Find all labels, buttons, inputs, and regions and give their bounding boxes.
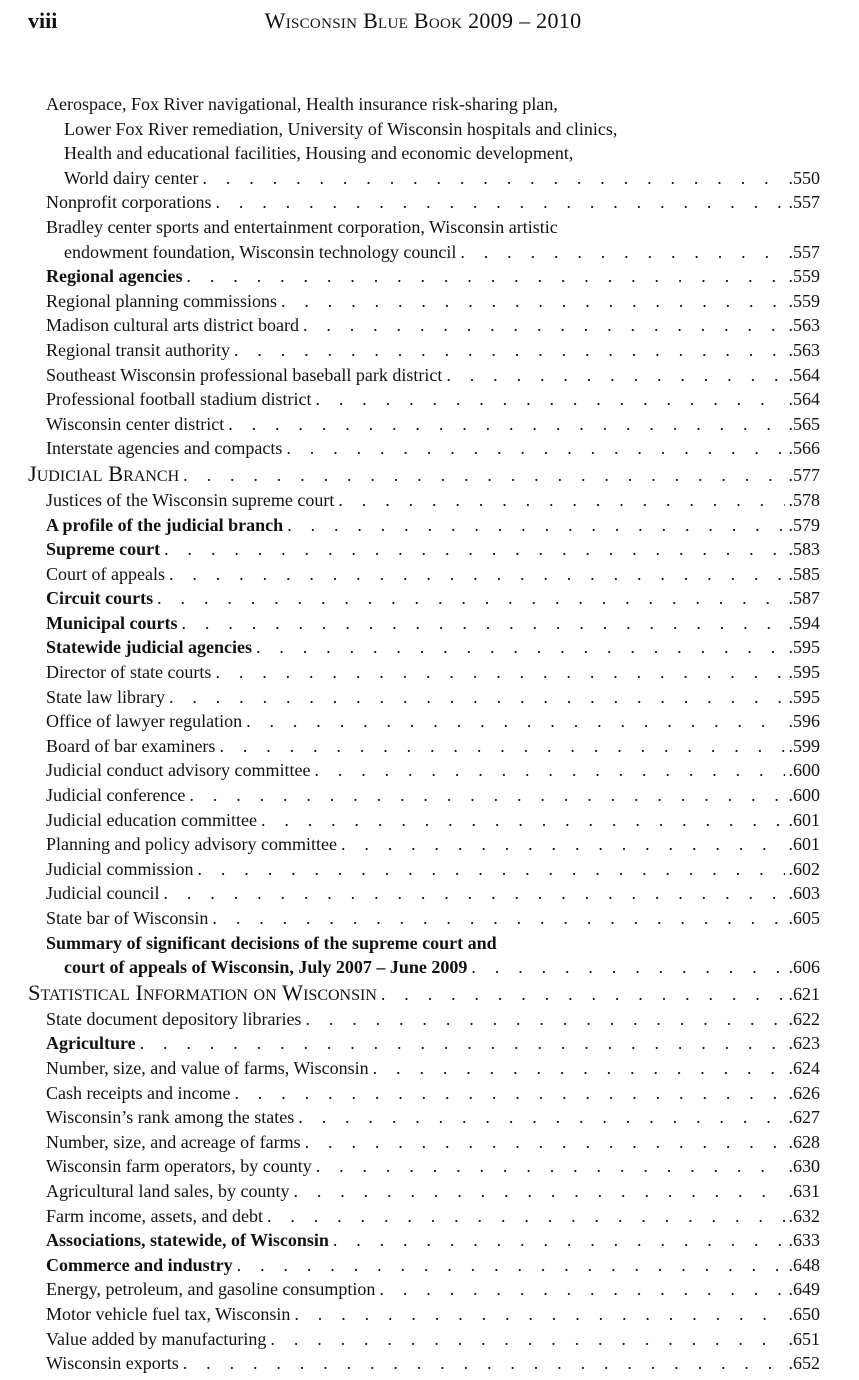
toc-entry-title: Professional football stadium district: [46, 389, 312, 410]
toc-entry-title: Judicial conference: [46, 785, 186, 806]
dot-leader: [203, 166, 785, 191]
toc-entry: [28, 1179, 820, 1204]
toc-entry: [28, 660, 820, 685]
table-of-contents: [28, 92, 820, 1376]
dot-leader: [305, 1007, 784, 1032]
dot-leader: [246, 709, 784, 734]
toc-entry-title: Value added by manufacturing: [46, 1328, 267, 1349]
toc-entry-page: .621: [788, 983, 820, 1004]
dot-leader: [460, 240, 784, 265]
toc-entry-title: Judicial education committee: [46, 809, 257, 830]
toc-section: [28, 980, 820, 1007]
toc-entry: [28, 1228, 820, 1253]
toc-entry-title: Wisconsin farm operators, by county: [46, 1156, 312, 1177]
toc-entry-title: Regional agencies: [46, 266, 183, 287]
dot-leader: [381, 982, 785, 1007]
toc-entry-page: .595: [788, 662, 820, 683]
toc-entry: [28, 832, 820, 857]
dot-leader: [187, 264, 785, 289]
toc-entry: [28, 1351, 820, 1376]
toc-entry-page: .583: [788, 539, 820, 560]
toc-entry: [28, 906, 820, 931]
toc-entry-title: Planning and policy advisory committee: [46, 834, 337, 855]
toc-entry-title: Farm income, assets, and debt: [46, 1205, 263, 1226]
toc-entry-page: .594: [788, 612, 820, 633]
dot-leader: [338, 488, 784, 513]
toc-entry-line: Aerospace, Fox River navigational, Health insurance risk-sharing plan,: [46, 94, 558, 114]
toc-entry: [28, 635, 820, 660]
dot-leader: [215, 660, 784, 685]
toc-entry-title: Regional planning commissions: [46, 290, 277, 311]
toc-entry-line: Bradley center sports and entertainment corporation, Wisconsin artistic: [46, 216, 558, 237]
toc-entry: [28, 190, 820, 215]
toc-entry: [28, 92, 820, 190]
toc-entry: [28, 1204, 820, 1229]
dot-leader: [237, 1253, 785, 1278]
dot-leader: [228, 412, 784, 437]
toc-entry-title: Wisconsin exports: [46, 1353, 179, 1374]
toc-entry: [28, 289, 820, 314]
toc-entry: [28, 808, 820, 833]
dot-leader: [267, 1204, 785, 1229]
toc-entry-title: Justices of the Wisconsin supreme court: [46, 489, 335, 510]
toc-entry-line: Summary of significant decisions of the supreme court and: [46, 932, 497, 953]
toc-entry: [28, 513, 820, 538]
toc-entry-title: Commerce and industry: [46, 1254, 233, 1275]
toc-entry-title: Number, size, and acreage of farms: [46, 1131, 301, 1152]
toc-entry: [28, 537, 820, 562]
toc-entry-title: Regional transit authority: [46, 339, 230, 360]
dot-leader: [446, 363, 784, 388]
toc-entry-page: .623: [788, 1033, 820, 1054]
toc-entry-page: .649: [788, 1279, 820, 1300]
toc-entry-page: .651: [788, 1328, 820, 1349]
toc-entry: [28, 313, 820, 338]
toc-entry-title: Municipal courts: [46, 612, 178, 633]
dot-leader: [270, 1327, 784, 1352]
toc-entry-page: .595: [788, 686, 820, 707]
dot-leader: [261, 808, 785, 833]
toc-entry: [28, 1277, 820, 1302]
toc-entry-page: .605: [788, 908, 820, 928]
toc-entry: [28, 488, 820, 513]
toc-entry-page: .579: [788, 514, 820, 535]
dot-leader: [303, 313, 785, 338]
toc-entry-page: .633: [788, 1230, 820, 1251]
dot-leader: [183, 1351, 785, 1376]
toc-entry: [28, 363, 820, 388]
toc-entry: [28, 1327, 820, 1352]
toc-entry: [28, 734, 820, 759]
toc-entry-title: A profile of the judicial branch: [46, 514, 284, 535]
toc-entry-page: .628: [788, 1131, 820, 1152]
toc-entry: [28, 709, 820, 734]
toc-entry-page: .603: [788, 883, 820, 904]
toc-entry-title: Associations, statewide, of Wisconsin: [46, 1230, 329, 1251]
toc-entry-title: Court of appeals: [46, 563, 165, 584]
toc-entry-page: .627: [788, 1107, 820, 1128]
toc-entry-page: .563: [788, 339, 820, 360]
toc-entry-title: Judicial commission: [46, 858, 194, 879]
toc-entry-title: endowment foundation, Wisconsin technology council: [64, 241, 457, 262]
toc-entry-page: .578: [788, 489, 820, 510]
dot-leader: [140, 1031, 785, 1056]
toc-entry-title: Agricultural land sales, by county: [46, 1180, 290, 1201]
toc-entry-title: Office of lawyer regulation: [46, 711, 243, 732]
dot-leader: [219, 734, 784, 759]
toc-entry-page: .622: [788, 1008, 820, 1029]
toc-entry: [28, 685, 820, 710]
toc-entry: [28, 1081, 820, 1106]
dot-leader: [163, 881, 784, 906]
toc-entry-page: .632: [788, 1205, 820, 1226]
dot-leader: [316, 1154, 785, 1179]
running-title: Wisconsin Blue Book 2009 – 2010: [264, 8, 582, 33]
dot-leader: [234, 338, 785, 363]
toc-entry-title: Supreme court: [46, 539, 161, 560]
toc-entry-page: .650: [788, 1303, 820, 1324]
dot-leader: [287, 513, 784, 538]
toc-entry: [28, 758, 820, 783]
page-header: [28, 8, 818, 38]
toc-entry-page: .564: [788, 364, 820, 385]
toc-entry-page: .550: [788, 167, 820, 188]
toc-entry-page: .631: [788, 1180, 820, 1201]
toc-entry-page: .565: [788, 413, 820, 434]
dot-leader: [293, 1179, 784, 1204]
toc-entry: [28, 783, 820, 808]
toc-entry-page: .595: [788, 637, 820, 658]
dot-leader: [333, 1228, 785, 1253]
toc-entry-title: Judicial council: [46, 883, 160, 904]
dot-leader: [286, 436, 784, 461]
toc-entry-title: Board of bar examiners: [46, 735, 216, 756]
dot-leader: [212, 906, 784, 931]
toc-entry: [28, 1056, 820, 1081]
toc-entry-title: Motor vehicle fuel tax, Wisconsin: [46, 1303, 291, 1324]
toc-entry-page: .596: [788, 711, 820, 732]
toc-entry-title: State law library: [46, 686, 165, 707]
dot-leader: [315, 387, 784, 412]
dot-leader: [198, 857, 785, 882]
dot-leader: [183, 463, 784, 488]
toc-entry: [28, 264, 820, 289]
toc-entry-page: .630: [788, 1156, 820, 1177]
toc-entry-page: .599: [788, 735, 820, 756]
toc-entry-page: .557: [788, 241, 820, 262]
toc-entry-title: Number, size, and value of farms, Wisconsin: [46, 1057, 369, 1078]
toc-entry: [28, 412, 820, 437]
toc-entry-title: World dairy center: [64, 167, 199, 188]
toc-entry-page: .606: [788, 957, 820, 978]
toc-section-title: Judicial Branch: [28, 460, 180, 486]
dot-leader: [373, 1056, 785, 1081]
toc-entry: [28, 586, 820, 611]
toc-entry: [28, 1105, 820, 1130]
toc-entry-page: .626: [788, 1082, 820, 1103]
toc-entry: [28, 1031, 820, 1056]
toc-entry-title: Southeast Wisconsin professional baseball park district: [46, 364, 443, 385]
toc-entry-title: Madison cultural arts district board: [46, 315, 299, 336]
dot-leader: [305, 1130, 785, 1155]
dot-leader: [234, 1081, 784, 1106]
toc-entry: [28, 387, 820, 412]
toc-entry-page: .587: [788, 588, 820, 609]
toc-entry-page: .600: [788, 760, 820, 781]
dot-leader: [341, 832, 785, 857]
toc-entry-title: Cash receipts and income: [46, 1082, 231, 1103]
toc-entry-title: Director of state courts: [46, 662, 212, 683]
toc-entry: [28, 1302, 820, 1327]
toc-entry-page: .652: [788, 1353, 820, 1374]
dot-leader: [169, 685, 785, 710]
toc-entry-page: .577: [788, 464, 820, 485]
dot-leader: [281, 289, 785, 314]
dot-leader: [379, 1277, 784, 1302]
toc-entry-line: Lower Fox River remediation, University of Wisconsin hospitals and clinics,: [64, 118, 618, 139]
toc-entry-title: Judicial conduct advisory committee: [46, 760, 311, 781]
toc-entry-line: Health and educational facilities, Housing and economic development,: [64, 143, 574, 164]
toc-entry-title: court of appeals of Wisconsin, July 2007 – June 2009: [64, 957, 468, 978]
toc-entry: [28, 1253, 820, 1278]
toc-entry-page: .557: [788, 192, 820, 213]
toc-entry-page: .601: [788, 834, 820, 855]
dot-leader: [182, 611, 785, 636]
toc-entry-page: .601: [788, 809, 820, 830]
toc-entry-title: Statewide judicial agencies: [46, 637, 252, 658]
toc-entry: [28, 215, 820, 264]
toc-entry-title: Circuit courts: [46, 588, 154, 609]
dot-leader: [189, 783, 784, 808]
toc-entry-title: State document depository libraries: [46, 1008, 302, 1029]
toc-entry-page: .585: [788, 563, 820, 584]
toc-entry-page: .624: [788, 1057, 820, 1078]
toc-entry: [28, 881, 820, 906]
toc-entry-page: .563: [788, 315, 820, 336]
toc-entry: [28, 857, 820, 882]
toc-entry: [28, 338, 820, 363]
toc-entry-page: .559: [788, 266, 820, 287]
page-number: viii: [28, 8, 58, 33]
toc-entry: [28, 436, 820, 461]
toc-entry-title: Energy, petroleum, and gasoline consumption: [46, 1279, 376, 1300]
toc-entry-title: State bar of Wisconsin: [46, 908, 209, 928]
dot-leader: [169, 562, 785, 587]
dot-leader: [298, 1105, 784, 1130]
toc-entry: [28, 1154, 820, 1179]
toc-entry-title: Wisconsin center district: [46, 413, 225, 434]
dot-leader: [256, 635, 785, 660]
toc-section: [28, 461, 820, 488]
toc-section-title: Statistical Information on Wisconsin: [28, 979, 377, 1005]
toc-entry-page: .602: [788, 858, 820, 879]
toc-entry: [28, 1007, 820, 1032]
dot-leader: [215, 190, 784, 215]
toc-entry-page: .600: [788, 785, 820, 806]
dot-leader: [314, 758, 784, 783]
toc-entry-page: .564: [788, 389, 820, 410]
dot-leader: [164, 537, 784, 562]
toc-entry-page: .566: [788, 438, 820, 459]
toc-entry: [28, 611, 820, 636]
toc-entry-title: Wisconsin’s rank among the states: [46, 1107, 295, 1128]
toc-entry-page: .648: [788, 1254, 820, 1275]
toc-entry: [28, 562, 820, 587]
toc-entry-title: Interstate agencies and compacts: [46, 438, 283, 459]
toc-entry: [28, 931, 820, 980]
toc-entry: [28, 1130, 820, 1155]
dot-leader: [294, 1302, 784, 1327]
dot-leader: [471, 955, 784, 980]
dot-leader: [157, 586, 784, 611]
toc-entry-title: Agriculture: [46, 1033, 136, 1054]
toc-entry-title: Nonprofit corporations: [46, 192, 212, 213]
toc-entry-page: .559: [788, 290, 820, 311]
